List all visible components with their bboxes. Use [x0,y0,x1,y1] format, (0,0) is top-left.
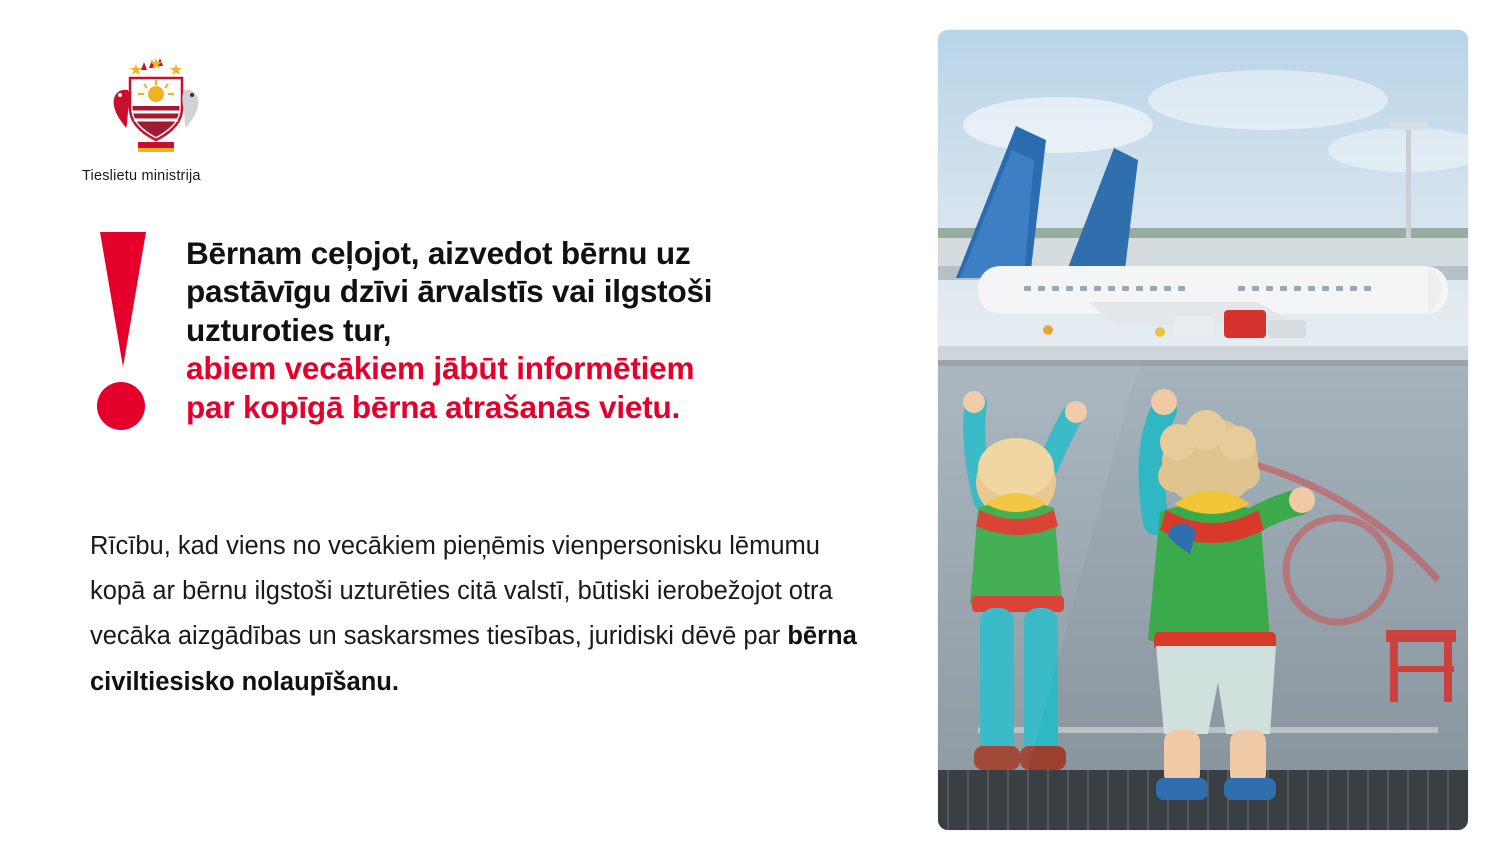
latvia-coat-of-arms-icon [86,50,226,162]
airport-window-illustration [938,30,1468,830]
headline [186,234,876,426]
headline-line-4: abiem vecākiem jābūt informētiem [186,350,695,387]
headline-line-1: Bērnam ceļojot, aizvedot bērnu uz [186,235,691,271]
photo-two-children-watching-airplanes [938,30,1468,830]
ministry-logo-block [82,50,342,184]
body-paragraph-text: Rīcību, kad viens no vecākiem pieņēmis vienpersonisku lēmumu kopā ar bērnu ilgstoši uzturēties citā valstī, būtiski ierobežojot otra vecāka aizgādības un saskarsmes tiesības, juridiski dēvē par [90,531,833,651]
exclamation-bar [100,232,146,367]
ministry-name-label: Tieslietu ministrija [82,168,201,184]
headline-line-2: pastāvīgu dzīvi ārvalstīs vai ilgstoši [186,273,713,310]
body-paragraph-emphasis: bērna civiltiesisko nolaupīšanu. [90,622,857,696]
exclamation-dot [97,382,145,430]
body-paragraph [90,524,880,706]
headline-line-5: par kopīgā bērna atrašanās vietu. [186,388,681,425]
exclamation-mark-icon [92,232,154,422]
headline-line-3: uzturoties tur, [186,311,392,348]
